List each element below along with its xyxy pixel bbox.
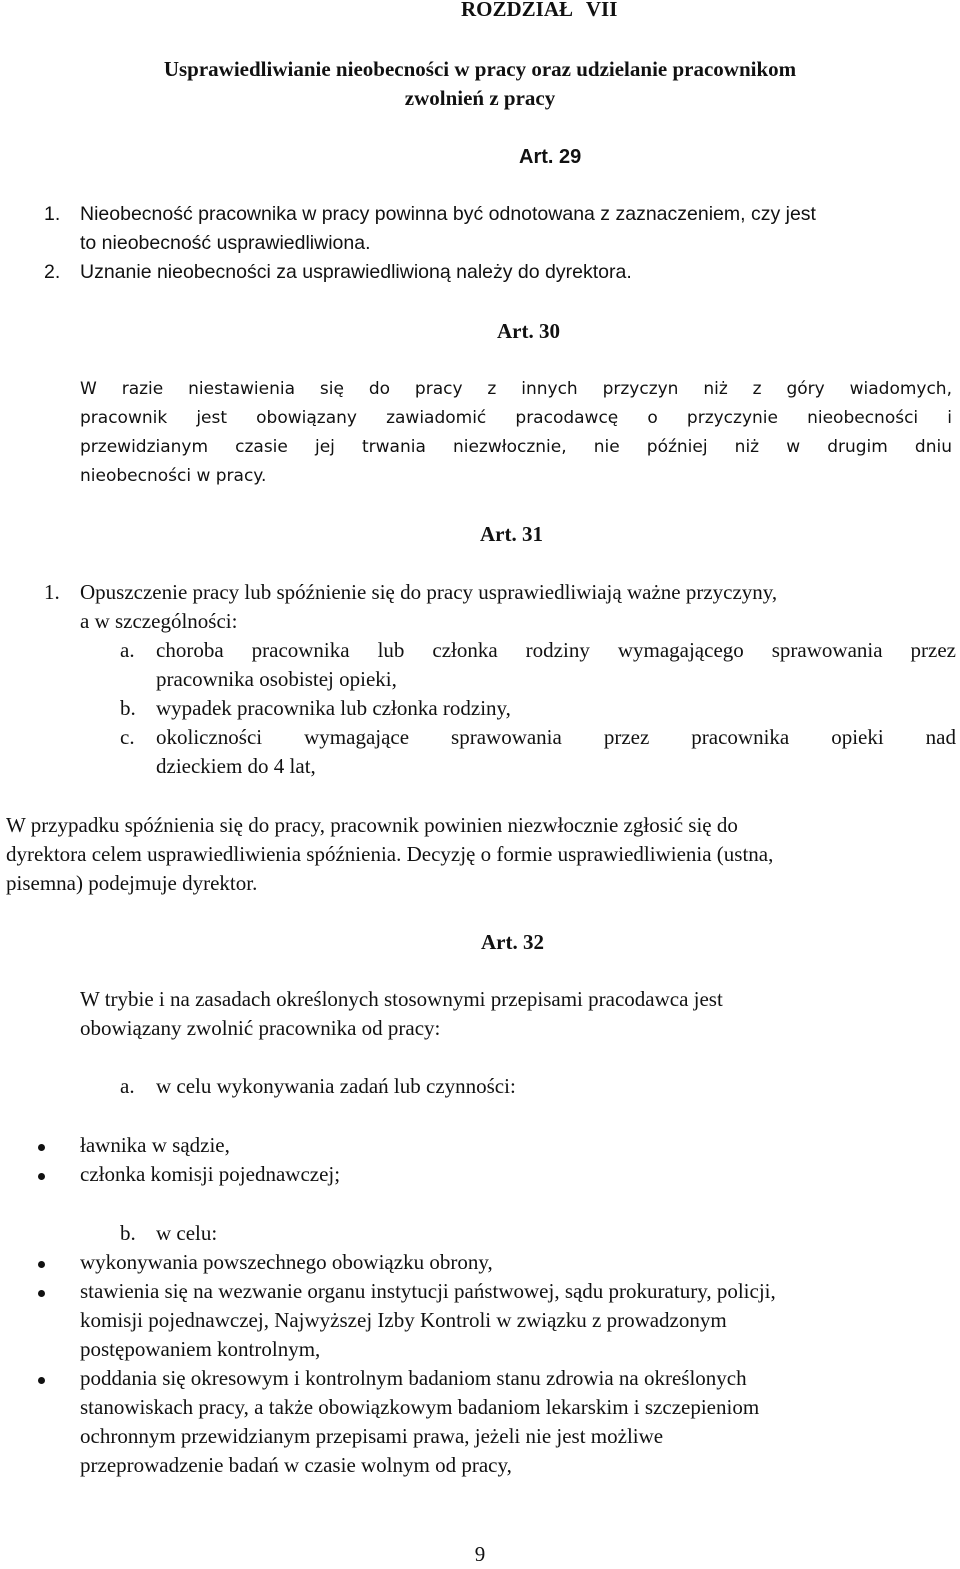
bullet-icon <box>38 1173 45 1180</box>
art32-a-item-1: ławnika w sądzie, <box>80 1133 230 1157</box>
art31-a-line2: pracownika osobistej opieki, <box>156 667 397 691</box>
art31-c-line2: dzieckiem do 4 lat, <box>156 754 316 778</box>
art32-b-item-2-line2: komisji pojednawczej, Najwyższej Izby Kontroli w związku z prowadzonym <box>80 1308 727 1332</box>
art32-b-item-3-line3: ochronnym przewidzianym przepisami prawa, jeżeli nie jest możliwe <box>80 1424 664 1448</box>
art31-p1-line1: Opuszczenie pracy lub spóźnienie się do pracy usprawiedliwiają ważne przyczyny, <box>80 580 778 604</box>
art31-late-line2: dyrektora celem usprawiedliwienia spóźnienia. Decyzję o formie usprawiedliwienia (ustna, <box>6 842 774 866</box>
art30-heading: Art. 30 <box>497 319 560 343</box>
art32-intro-line1: W trybie i na zasadach określonych stosownymi przepisami pracodawca jest <box>80 987 723 1011</box>
art30-line1: W razie niestawienia się do pracy z innych przyczyn niż z góry wiadomych, <box>80 379 952 399</box>
art32-b-item-2-line1: stawienia się na wezwanie organu instytucji państwowej, sądu prokuratury, policji, <box>80 1279 776 1303</box>
art32-a-text: w celu wykonywania zadań lub czynności: <box>156 1074 516 1098</box>
art29-heading: Art. 29 <box>519 146 582 168</box>
art32-intro-line2: obowiązany zwolnić pracownika od pracy: <box>80 1016 441 1040</box>
bullet-icon <box>38 1261 45 1268</box>
art29-p2-text: Uznanie nieobecności za usprawiedliwioną należy do dyrektora. <box>80 261 632 283</box>
art31-b-line1: wypadek pracownika lub członka rodziny, <box>156 696 511 720</box>
art29-p1-line2: to nieobecność usprawiedliwiona. <box>80 232 371 254</box>
art32-b-label: b. <box>120 1221 136 1245</box>
art32-b-text: w celu: <box>156 1221 218 1245</box>
art31-p1-line2: a w szczególności: <box>80 609 238 633</box>
art31-c-line1: okoliczności wymagające sprawowania przez pracownika opieki nad <box>156 725 956 749</box>
chapter-subtitle-line2: zwolnień z pracy <box>404 86 556 110</box>
art31-late-line1: W przypadku spóźnienia się do pracy, pracownik powinien niezwłocznie zgłosić się do <box>6 813 738 837</box>
art31-b-label: b. <box>120 696 136 720</box>
art31-a-line1: choroba pracownika lub członka rodziny wymagającego sprawowania przez <box>156 638 956 662</box>
art32-b-item-3-line4: przeprowadzenie badań w czasie wolnym od pracy, <box>80 1453 512 1477</box>
art30-line3: przewidzianym czasie jej trwania niezwłocznie, nie później niż w drugim dniu <box>80 437 952 457</box>
bullet-icon <box>38 1290 45 1297</box>
art32-b-item-2-line3: postępowaniem kontrolnym, <box>80 1337 321 1361</box>
art31-c-label: c. <box>120 725 135 749</box>
art32-a-item-2: członka komisji pojednawczej; <box>80 1162 341 1186</box>
art29-p2-number: 2. <box>44 261 61 283</box>
bullet-icon <box>38 1377 45 1384</box>
art29-p1-line1: Nieobecność pracownika w pracy powinna być odnotowana z zaznaczeniem, czy jest <box>80 203 816 225</box>
art31-late-line3: pisemna) podejmuje dyrektor. <box>6 871 258 895</box>
art32-heading: Art. 32 <box>481 930 544 954</box>
art32-b-item-1: wykonywania powszechnego obowiązku obrony, <box>80 1250 493 1274</box>
bullet-icon <box>38 1144 45 1151</box>
art32-b-item-3-line2: stanowiskach pracy, a także obowiązkowym badaniom lekarskim i szczepieniom <box>80 1395 760 1419</box>
art29-p1-number: 1. <box>44 203 61 225</box>
art32-a-label: a. <box>120 1074 135 1098</box>
chapter-subtitle-line1: Usprawiedliwianie nieobecności w pracy oraz udzielanie pracownikom <box>163 57 797 81</box>
page-number: 9 <box>474 1542 486 1566</box>
art30-line4: nieobecności w pracy. <box>80 466 267 486</box>
art30-line2: pracownik jest obowiązany zawiadomić pracodawcę o przyczynie nieobecności i <box>80 408 952 428</box>
art31-heading: Art. 31 <box>480 522 543 546</box>
art32-b-item-3-line1: poddania się okresowym i kontrolnym badaniom stanu zdrowia na określonych <box>80 1366 747 1390</box>
chapter-title: ROZDZIAŁ VII <box>461 0 618 21</box>
art31-a-label: a. <box>120 638 135 662</box>
art31-p1-number: 1. <box>44 580 60 604</box>
